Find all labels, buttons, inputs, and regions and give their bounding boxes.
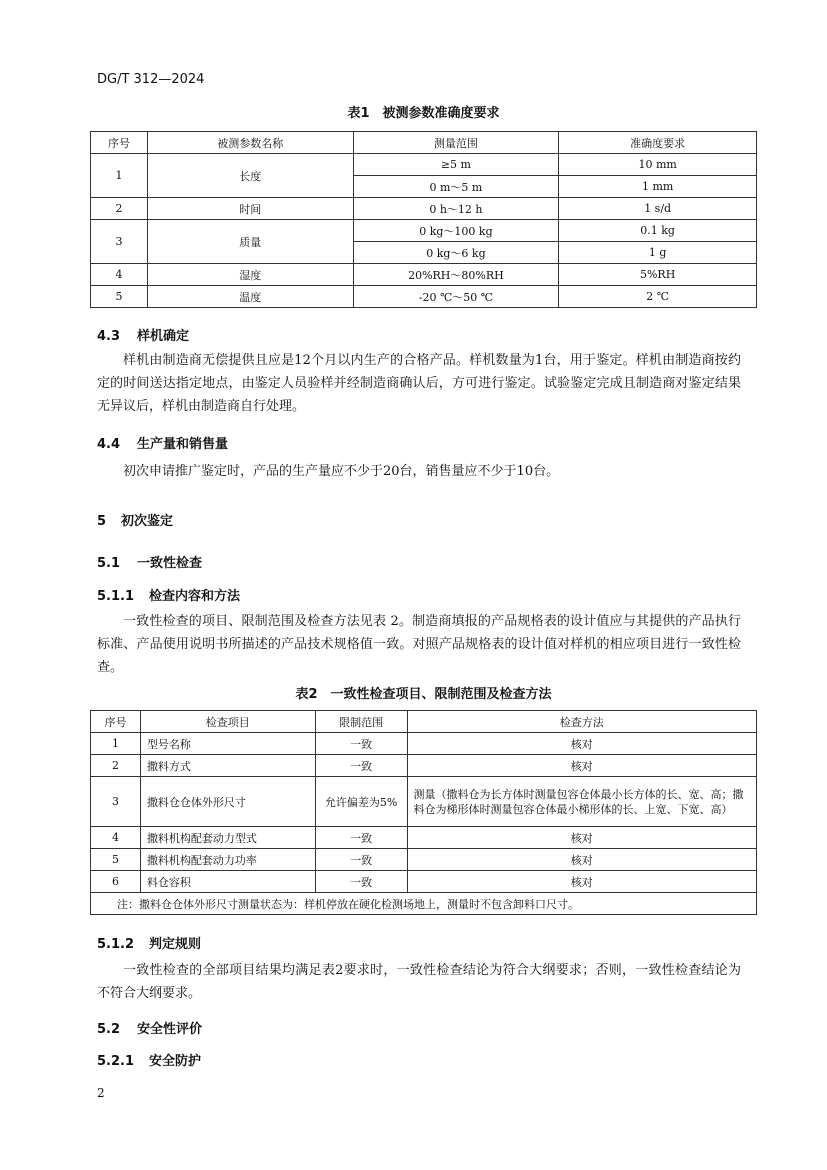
- table2-cell-method: 核对: [407, 733, 756, 755]
- section-title: 初次鉴定: [121, 514, 174, 529]
- table2-header-row: [91, 711, 757, 733]
- table2-cell-item: 撒料机构配套动力型式: [140, 827, 315, 849]
- section-title: 判定规则: [149, 937, 202, 952]
- table2-cell-limit: 允许偏差为5%: [315, 777, 407, 827]
- table1-cell-name: 湿度: [147, 264, 353, 286]
- section-4-3-paragraph: 样机由制造商无偿提供且应是12个月以内生产的合格产品。样机数量为1台，用于鉴定。样机由制造商按约定的时间送达指定地点，由鉴定人员验样并经制造商确认后，方可进行鉴定。试验鉴定完成且制造商对鉴定结果无异议后，样机由制造商自行处理。: [97, 353, 741, 414]
- table2-caption: 表2 一致性检查项目、限制范围及检查方法: [295, 687, 552, 702]
- table1-cell-range: 0 kg～100 kg: [353, 220, 559, 242]
- table-row: [91, 264, 757, 286]
- table2-cell-item: 撒料方式: [140, 755, 315, 777]
- section-number: 5.1.2: [97, 937, 135, 952]
- section-title: 安全性评价: [137, 1022, 203, 1037]
- section-number: 5.1: [97, 556, 121, 571]
- document-code: DG/T 312—2024: [97, 72, 205, 87]
- table1-cell-accuracy: 1 mm: [559, 176, 757, 198]
- table1-caption: 表1 被测参数准确度要求: [347, 106, 500, 121]
- section-number: 5: [97, 514, 107, 529]
- table1-cell-range: ≥5 m: [353, 154, 559, 176]
- table1-cell-name: 长度: [147, 154, 353, 198]
- section-5-heading: [97, 510, 173, 529]
- section-5-2-heading: [97, 1018, 202, 1037]
- table2-cell-method: 核对: [407, 849, 756, 871]
- section-5-1-2-heading: [97, 933, 201, 952]
- table2-cell-limit: 一致: [315, 827, 407, 849]
- table2-header-no: 序号: [91, 711, 141, 733]
- table2-cell-item: 型号名称: [140, 733, 315, 755]
- table-row: [91, 849, 757, 871]
- table1-cell-no: 5: [91, 286, 148, 308]
- section-number: 5.2: [97, 1022, 121, 1037]
- table1-header-accuracy: 准确度要求: [559, 132, 757, 154]
- section-5-1-1-heading: [97, 585, 240, 604]
- table2-cell-item: 撒料仓仓体外形尺寸: [140, 777, 315, 827]
- table2-cell-limit: 一致: [315, 849, 407, 871]
- table1-cell-range: 0 kg～6 kg: [353, 242, 559, 264]
- table2-cell-no: 2: [91, 755, 141, 777]
- table2-note: 注：撒料仓仓体外形尺寸测量状态为：样机停放在硬化检测场地上，测量时不包含卸料口尺寸。: [91, 893, 757, 915]
- table1-cell-range: 0 h～12 h: [353, 198, 559, 220]
- section-title: 样机确定: [137, 329, 190, 344]
- table1-cell-name: 质量: [147, 220, 353, 264]
- table-row: [91, 777, 757, 827]
- section-number: 5.2.1: [97, 1054, 135, 1069]
- table2-cell-limit: 一致: [315, 871, 407, 893]
- section-4-4-heading: [97, 433, 228, 452]
- section-title: 一致性检查: [137, 556, 203, 571]
- table-row: [91, 286, 757, 308]
- section-5-1-1-paragraph: 一致性检查的项目、限制范围及检查方法见表 2。制造商填报的产品规格表的设计值应与其提供的产品执行标准、产品使用说明书所描述的产品技术规格值一致。对照产品规格表的设计值对样机的相应项目进行一致性检查。: [97, 614, 741, 675]
- table-row: [91, 198, 757, 220]
- table2-cell-no: 5: [91, 849, 141, 871]
- table1-cell-range: 0 m～5 m: [353, 176, 559, 198]
- table2-cell-item: 料仓容积: [140, 871, 315, 893]
- table1-cell-accuracy: 0.1 kg: [559, 220, 757, 242]
- table1-cell-accuracy: 5%RH: [559, 264, 757, 286]
- table1-header-range: 测量范围: [353, 132, 559, 154]
- table2-cell-no: 6: [91, 871, 141, 893]
- table1-cell-range: -20 ℃～50 ℃: [353, 286, 559, 308]
- table1-accuracy: [90, 131, 757, 308]
- table1-cell-no: 4: [91, 264, 148, 286]
- table2-cell-no: 3: [91, 777, 141, 827]
- table1-header-row: [91, 132, 757, 154]
- table2-note-row: [91, 893, 757, 915]
- section-5-1-2-paragraph: 一致性检查的全部项目结果均满足表2要求时，一致性检查结论为符合大纲要求；否则，一致性检查结论为不符合大纲要求。: [97, 963, 741, 1001]
- section-4-4-paragraph: 初次申请推广鉴定时，产品的生产量应不少于20台，销售量应不少于10台。: [123, 464, 560, 479]
- section-number: 4.3: [97, 329, 121, 344]
- table2-cell-no: 4: [91, 827, 141, 849]
- section-5-2-1-heading: [97, 1050, 201, 1069]
- table-row: [91, 220, 757, 242]
- table1-header-name: 被测参数名称: [147, 132, 353, 154]
- table-row: [91, 755, 757, 777]
- table-row: [91, 154, 757, 176]
- table2-consistency: [90, 710, 757, 915]
- table2-header-limit: 限制范围: [315, 711, 407, 733]
- table1-cell-name: 温度: [147, 286, 353, 308]
- table1-cell-accuracy: 1 s/d: [559, 198, 757, 220]
- table2-cell-item: 撒料机构配套动力功率: [140, 849, 315, 871]
- table2-cell-method: 核对: [407, 827, 756, 849]
- table1-cell-no: 2: [91, 198, 148, 220]
- table1-cell-range: 20%RH～80%RH: [353, 264, 559, 286]
- table1-cell-no: 3: [91, 220, 148, 264]
- table-row: [91, 871, 757, 893]
- table1-cell-no: 1: [91, 154, 148, 198]
- table1-cell-name: 时间: [147, 198, 353, 220]
- section-number: 4.4: [97, 437, 121, 452]
- table1-cell-accuracy: 2 ℃: [559, 286, 757, 308]
- table2-cell-limit: 一致: [315, 755, 407, 777]
- section-title: 生产量和销售量: [137, 437, 229, 452]
- table-row: [91, 733, 757, 755]
- table1-cell-accuracy: 1 g: [559, 242, 757, 264]
- section-5-1-heading: [97, 552, 202, 571]
- table2-cell-limit: 一致: [315, 733, 407, 755]
- table-row: [91, 827, 757, 849]
- table2-header-method: 检查方法: [407, 711, 756, 733]
- table2-cell-no: 1: [91, 733, 141, 755]
- table2-cell-method: 核对: [407, 871, 756, 893]
- table1-cell-accuracy: 10 mm: [559, 154, 757, 176]
- page-number: 2: [97, 1086, 105, 1100]
- table2-cell-method: 测量（撒料仓为长方体时测量包容仓体最小长方体的长、宽、高；撒料仓为梯形体时测量包容仓体最小梯形体的长、上宽、下宽、高）: [407, 777, 756, 827]
- table2-cell-method: 核对: [407, 755, 756, 777]
- section-title: 安全防护: [149, 1054, 202, 1069]
- section-number: 5.1.1: [97, 589, 135, 604]
- section-4-3-heading: [97, 325, 189, 344]
- table2-header-item: 检查项目: [140, 711, 315, 733]
- table1-header-no: 序号: [91, 132, 148, 154]
- section-title: 检查内容和方法: [149, 589, 241, 604]
